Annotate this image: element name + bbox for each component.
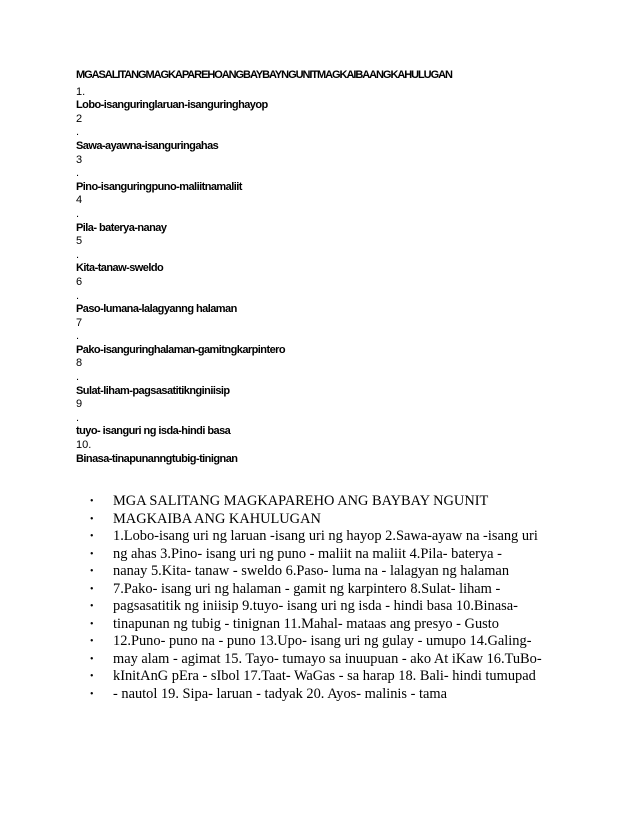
word-entry: Kita-tanaw-sweldo	[76, 262, 164, 275]
item-number: 5	[76, 235, 83, 248]
list-item-text: MGA SALITANG MAGKAPAREHO ANG BAYBAY NGUNIT	[113, 493, 489, 509]
item-number-dot: .	[76, 289, 80, 302]
bullet-icon: •	[90, 583, 94, 595]
list-item-text: may alam - agimat 15. Tayo- tumayo sa inuupuan - ako At iKaw 16.TuBo-	[113, 650, 542, 667]
bullet-icon: •	[90, 601, 94, 612]
bullet-icon: •	[90, 548, 94, 560]
item-number: 8	[76, 357, 83, 370]
list-item	[90, 633, 560, 651]
item-number: 6	[76, 275, 83, 288]
item-number: 7	[76, 316, 83, 329]
bullet-icon: •	[90, 688, 94, 700]
item-number: 10.	[76, 439, 92, 452]
list-item	[90, 493, 560, 511]
bullet-icon: •	[90, 653, 94, 665]
item-number-dot: .	[76, 126, 80, 139]
list-item	[90, 651, 560, 669]
list-item-text: 1.Lobo-isang uri ng laruan -isang uri ng hayop 2.Sawa-ayaw na -isang uri	[113, 528, 538, 544]
list-item	[90, 686, 560, 704]
item-number: 3	[76, 153, 83, 166]
word-entry: Sulat-liham-pagsasatitiknginiisip	[76, 384, 230, 397]
word-entry: Binasa-tinapunanngtubig-tinignan	[76, 452, 238, 465]
item-number-dot: .	[76, 207, 80, 220]
list-item-text: MAGKAIBA ANG KAHULUGAN	[113, 510, 321, 527]
bullet-icon: •	[90, 531, 94, 542]
item-number-dot: .	[76, 167, 80, 180]
list-item-text: - nautol 19. Sipa- laruan - tadyak 20. Ayos- malinis - tama	[113, 685, 447, 702]
list-item	[90, 668, 560, 686]
list-item-text: nanay 5.Kita- tanaw - sweldo 6.Paso- luma na - lalagyan ng halaman	[113, 563, 510, 579]
list-item	[90, 563, 560, 581]
list-item-text: tinapunan ng tubig - tinignan 11.Mahal- mataas ang presyo - Gusto	[113, 615, 499, 632]
item-number-dot: .	[76, 330, 80, 343]
list-item-text: kInitAnG pEra - sIbol 17.Taat- WaGas - sa harap 18. Bali- hindi tumupad	[113, 668, 536, 684]
bullet-icon: •	[90, 496, 94, 507]
bullet-icon: •	[90, 513, 94, 525]
word-entry: Pino-isanguringpuno-maliitnamaliit	[76, 180, 242, 193]
item-number-dot: .	[76, 371, 80, 384]
list-item	[90, 598, 560, 616]
list-item	[90, 616, 560, 634]
bullet-icon: •	[90, 671, 94, 682]
list-item-text: 12.Puno- puno na - puno 13.Upo- isang uri ng gulay - umupo 14.Galing-	[113, 633, 532, 649]
compact-word-list	[76, 69, 576, 466]
item-number: 1.	[76, 85, 86, 98]
word-entry: Pako-isanguringhalaman-gamitngkarpintero	[76, 343, 286, 356]
bulleted-word-list	[90, 493, 560, 703]
item-number: 9	[76, 398, 83, 411]
bullet-icon: •	[90, 636, 94, 647]
list-item	[90, 511, 560, 529]
word-entry: Sawa-ayawna-isanguringahas	[76, 139, 219, 152]
list-item	[90, 581, 560, 599]
word-entry: tuyo- isanguri ng isda-hindi basa	[76, 425, 231, 438]
bullet-icon: •	[90, 566, 94, 577]
item-number: 2	[76, 112, 83, 125]
word-entry: Lobo-isanguringlaruan-isanguringhayop	[76, 99, 268, 112]
list-item-text: pagsasatitik ng iniisip 9.tuyo- isang uri ng isda - hindi basa 10.Binasa-	[113, 598, 518, 614]
list-item	[90, 528, 560, 546]
word-entry: Pila- baterya-nanay	[76, 221, 167, 234]
list-item	[90, 546, 560, 564]
list-item-text: ng ahas 3.Pino- isang uri ng puno - maliit na maliit 4.Pila- baterya -	[113, 545, 502, 562]
bullet-icon: •	[90, 618, 94, 630]
list-item-text: 7.Pako- isang uri ng halaman - gamit ng karpintero 8.Sulat- liham -	[113, 580, 501, 597]
item-number-dot: .	[76, 248, 80, 261]
list-heading: MGASALITANGMAGKAPAREHOANGBAYBAYNGUNITMAGKAIBAANGKAHULUGAN	[76, 69, 452, 81]
word-entry: Paso-lumana-lalagyanng halaman	[76, 303, 237, 316]
item-number-dot: .	[76, 411, 80, 424]
item-number: 4	[76, 194, 83, 207]
